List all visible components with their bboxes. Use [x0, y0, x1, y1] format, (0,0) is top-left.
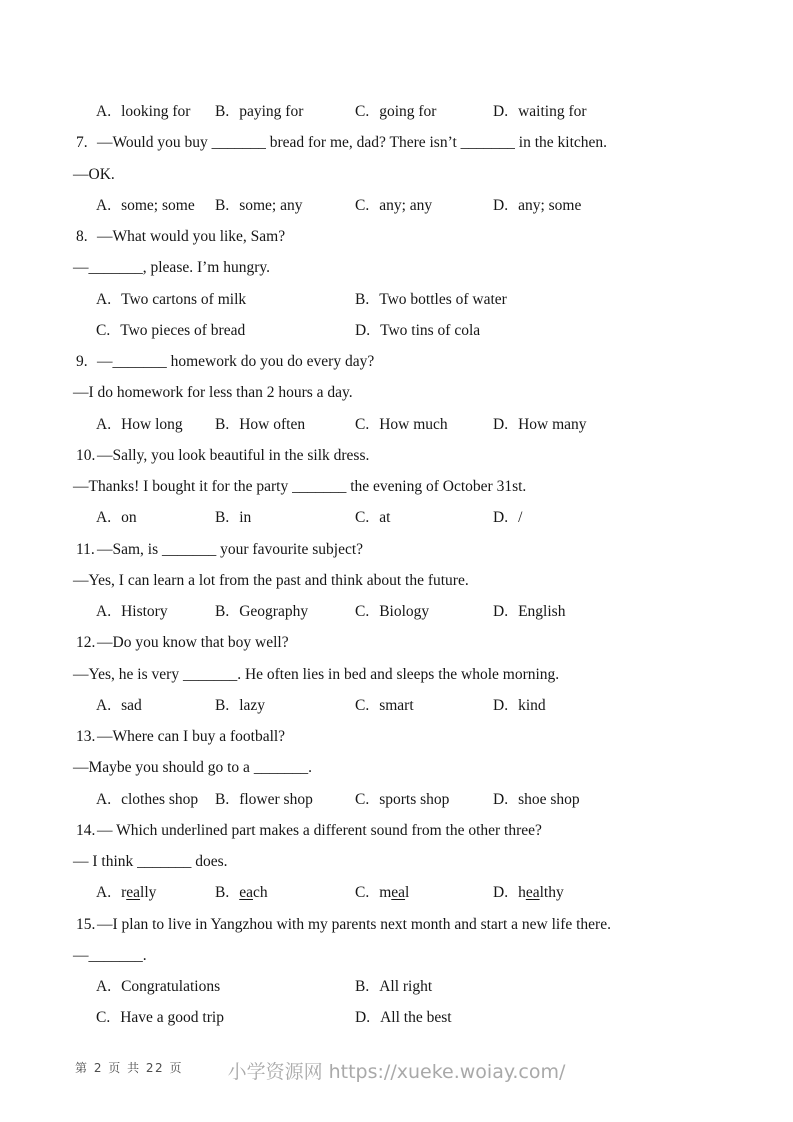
- question-line: [0, 627, 793, 658]
- option-text: History: [121, 603, 168, 620]
- question-text: —Sam, is _______ your favourite subject?: [97, 540, 364, 558]
- option-text: Two tins of cola: [380, 321, 481, 339]
- option-text: in: [239, 509, 252, 527]
- option-text: /: [518, 509, 523, 527]
- question-line: [0, 440, 793, 471]
- options-row: [0, 971, 793, 1002]
- option-c: [355, 596, 429, 627]
- options-row: [0, 690, 793, 721]
- option-text: any; any: [379, 196, 433, 214]
- reply-text: —_______, please. I’m hungry.: [73, 259, 271, 277]
- option-b: [355, 284, 507, 315]
- option-a: [96, 96, 190, 127]
- option-text: some; some: [121, 196, 195, 214]
- option-letter: C.: [355, 509, 370, 527]
- option-letter: C.: [355, 884, 370, 902]
- reply-line: [0, 471, 793, 502]
- question-line: [0, 909, 793, 940]
- option-b: [215, 409, 305, 440]
- option-c: [355, 190, 432, 221]
- option-letter: C.: [355, 696, 370, 714]
- options-row: [0, 1002, 793, 1033]
- option-letter: C.: [96, 321, 111, 339]
- option-letter: B.: [215, 509, 230, 527]
- reply-text: —Yes, he is very _______. He often lies in bed and sleeps the whole morning.: [73, 665, 560, 683]
- option-text: kind: [518, 696, 546, 714]
- option-c: [355, 690, 414, 721]
- reply-text: —OK.: [73, 165, 115, 183]
- options-row: [0, 784, 793, 815]
- option-text: Geography: [239, 603, 309, 620]
- option-letter: D.: [493, 103, 509, 120]
- option-c: [96, 315, 245, 346]
- question-number: 15.: [76, 915, 96, 933]
- reply-line: [0, 565, 793, 596]
- option-letter: A.: [96, 290, 112, 308]
- option-text: on: [121, 509, 137, 527]
- reply-text: —Maybe you should go to a _______.: [73, 759, 312, 777]
- option-d: [493, 190, 581, 221]
- question-number: 8.: [76, 228, 88, 245]
- page-indicator: 第 2 页 共 22 页: [75, 1061, 183, 1075]
- option-letter: C.: [355, 415, 370, 433]
- question-number: 14.: [76, 821, 96, 839]
- underlined-part: ea: [391, 884, 406, 902]
- option-text: paying for: [239, 103, 304, 120]
- option-letter: D.: [493, 696, 509, 714]
- option-letter: D.: [493, 603, 509, 620]
- reply-line: [0, 159, 793, 190]
- options-row: [0, 96, 793, 127]
- options-row: [0, 502, 793, 533]
- option-letter: B.: [215, 415, 230, 433]
- reply-text: —_______.: [73, 946, 147, 964]
- option-b: [215, 190, 303, 221]
- option-a: [96, 690, 142, 721]
- option-a: [96, 596, 168, 627]
- option-d: [493, 409, 587, 440]
- option-text: healthy: [518, 884, 564, 902]
- reply-line: [0, 752, 793, 783]
- question-number: 12.: [76, 634, 96, 652]
- option-text: flower shop: [239, 790, 313, 808]
- option-letter: B.: [215, 103, 230, 120]
- question-line: [0, 534, 793, 565]
- option-text: smart: [379, 696, 414, 714]
- option-a: [96, 190, 195, 221]
- question-line: [0, 221, 793, 252]
- options-row: [0, 877, 793, 908]
- question-text: —Do you know that boy well?: [97, 634, 289, 652]
- option-letter: D.: [355, 321, 371, 339]
- option-d: [493, 596, 565, 627]
- question-line: [0, 127, 793, 158]
- option-b: [215, 502, 251, 533]
- question-number: 9.: [76, 353, 88, 370]
- option-text: How much: [379, 415, 448, 433]
- question-text: —I plan to live in Yangzhou with my parents next month and start a new life there.: [97, 915, 611, 933]
- watermark-link: 小学资源网 https://xueke.woiay.com/: [227, 1061, 566, 1083]
- option-text: looking for: [121, 103, 191, 120]
- option-c: [96, 1002, 224, 1033]
- option-d: [493, 502, 522, 533]
- option-text: How often: [239, 415, 306, 433]
- option-text: lazy: [239, 696, 266, 714]
- option-letter: B.: [215, 696, 230, 714]
- option-d: [493, 877, 564, 908]
- option-a: [96, 784, 198, 815]
- option-d: [493, 784, 580, 815]
- question-text: —Would you buy _______ bread for me, dad? There isn’t _______ in the kitchen.: [97, 134, 608, 152]
- option-text: How many: [518, 415, 587, 433]
- option-letter: A.: [96, 790, 112, 808]
- option-letter: A.: [96, 509, 112, 527]
- reply-line: [0, 377, 793, 408]
- option-letter: A.: [96, 103, 112, 120]
- option-a: [96, 284, 246, 315]
- question-number: 13.: [76, 728, 96, 745]
- option-text: going for: [379, 103, 437, 120]
- reply-text: —I do homework for less than 2 hours a day.: [73, 384, 353, 402]
- option-letter: B.: [215, 603, 230, 620]
- option-letter: C.: [355, 196, 370, 214]
- option-letter: A.: [96, 196, 112, 214]
- option-letter: D.: [493, 415, 509, 433]
- option-letter: C.: [355, 603, 370, 620]
- option-c: [355, 96, 436, 127]
- option-a: [96, 971, 220, 1002]
- options-row: [0, 284, 793, 315]
- options-row: [0, 315, 793, 346]
- option-b: [215, 96, 303, 127]
- option-c: [355, 784, 449, 815]
- underlined-part: ea: [525, 884, 540, 902]
- question-number: 11.: [76, 540, 95, 558]
- option-text: All the best: [380, 1009, 452, 1027]
- option-b: [355, 971, 432, 1002]
- option-letter: D.: [355, 1009, 371, 1027]
- option-letter: B.: [215, 884, 230, 902]
- option-letter: B.: [215, 790, 230, 808]
- option-text: at: [379, 509, 391, 527]
- option-a: [96, 502, 137, 533]
- option-text: Have a good trip: [120, 1009, 224, 1027]
- option-text: How long: [121, 415, 183, 433]
- question-line: [0, 721, 793, 752]
- option-text: Biology: [379, 603, 430, 620]
- question-lines: [0, 96, 793, 1034]
- option-letter: D.: [493, 884, 509, 902]
- option-text: really: [121, 884, 157, 902]
- underlined-part: ea: [239, 884, 253, 902]
- option-letter: C.: [96, 1009, 111, 1027]
- underlined-part: ea: [126, 884, 141, 902]
- option-letter: A.: [96, 603, 112, 620]
- option-text: each: [239, 884, 268, 902]
- options-row: [0, 190, 793, 221]
- option-a: [96, 409, 183, 440]
- options-row: [0, 596, 793, 627]
- option-text: sports shop: [379, 790, 450, 808]
- option-d: [355, 1002, 452, 1033]
- option-letter: A.: [96, 978, 112, 995]
- option-letter: C.: [355, 103, 370, 120]
- option-text: shoe shop: [518, 790, 580, 808]
- reply-line: [0, 846, 793, 877]
- option-letter: B.: [215, 196, 230, 214]
- option-letter: B.: [355, 978, 370, 995]
- option-a: [96, 877, 156, 908]
- question-text: —_______ homework do you do every day?: [97, 353, 375, 370]
- question-text: — Which underlined part makes a different sound from the other three?: [97, 821, 542, 839]
- option-text: Two bottles of water: [379, 290, 507, 308]
- option-c: [355, 502, 390, 533]
- question-text: —Sally, you look beautiful in the silk dress.: [97, 446, 370, 464]
- option-d: [493, 690, 546, 721]
- option-b: [215, 784, 313, 815]
- option-text: Congratulations: [121, 978, 221, 995]
- reply-text: — I think _______ does.: [73, 853, 228, 870]
- option-b: [215, 877, 268, 908]
- question-number: 10.: [76, 446, 96, 464]
- question-line: [0, 815, 793, 846]
- option-letter: A.: [96, 696, 112, 714]
- reply-line: [0, 659, 793, 690]
- question-text: —What would you like, Sam?: [97, 228, 286, 245]
- option-text: waiting for: [518, 103, 587, 120]
- option-text: meal: [379, 884, 410, 902]
- question-number: 7.: [76, 134, 88, 152]
- option-letter: C.: [355, 790, 370, 808]
- question-line: [0, 346, 793, 377]
- question-text: —Where can I buy a football?: [97, 728, 286, 745]
- option-letter: B.: [355, 290, 370, 308]
- options-row: [0, 409, 793, 440]
- option-letter: A.: [96, 884, 112, 902]
- option-c: [355, 877, 409, 908]
- reply-text: —Yes, I can learn a lot from the past and think about the future.: [73, 571, 469, 589]
- option-text: some; any: [239, 196, 303, 214]
- option-letter: D.: [493, 509, 509, 527]
- option-letter: D.: [493, 196, 509, 214]
- option-text: sad: [121, 696, 142, 714]
- option-text: Two cartons of milk: [121, 290, 247, 308]
- option-text: Two pieces of bread: [120, 321, 246, 339]
- option-letter: D.: [493, 790, 509, 808]
- option-b: [215, 596, 308, 627]
- reply-line: [0, 252, 793, 283]
- reply-text: —Thanks! I bought it for the party _______ the evening of October 31st.: [73, 478, 527, 495]
- reply-line: [0, 940, 793, 971]
- option-letter: A.: [96, 415, 112, 433]
- option-text: English: [518, 603, 566, 620]
- option-c: [355, 409, 448, 440]
- option-text: All right: [379, 978, 433, 995]
- option-d: [493, 96, 587, 127]
- option-b: [215, 690, 265, 721]
- option-text: clothes shop: [121, 790, 199, 808]
- option-d: [355, 315, 480, 346]
- option-text: any; some: [518, 196, 582, 214]
